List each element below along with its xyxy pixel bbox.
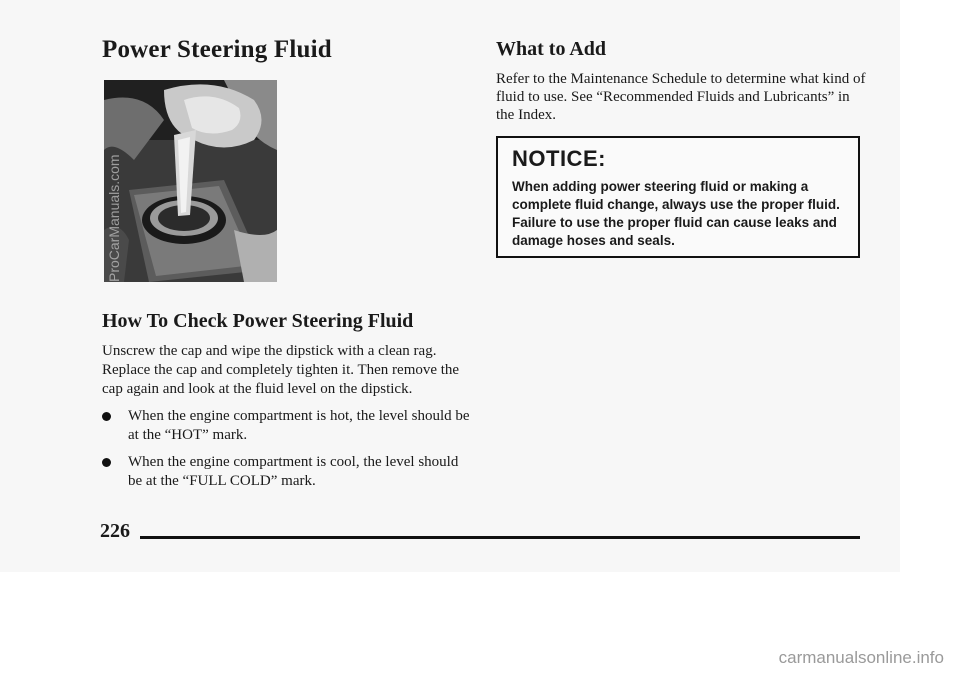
how-to-check-paragraph: Unscrew the cap and wipe the dipstick with a clean rag. Replace the cap and completely tighten it. Then remove the cap again and look at the fluid level on the dipstick. — [102, 343, 460, 397]
notice-heading: NOTICE: — [512, 146, 606, 171]
notice-box — [496, 136, 860, 258]
bullet-item-hot — [102, 407, 474, 445]
notice-text: When adding power steering fluid or making a complete fluid change, always use the proper fluid. Failure to use the proper fluid can cause leaks and damage hoses and seals. — [512, 179, 840, 248]
footer-rule — [140, 536, 860, 539]
what-to-add-heading: What to Add — [496, 38, 607, 60]
how-to-check-heading: How To Check Power Steering Fluid — [102, 310, 414, 332]
power-steering-cap-photo — [104, 80, 277, 282]
page-number: 226 — [100, 520, 130, 542]
what-to-add-paragraph: Refer to the Maintenance Schedule to determine what kind of fluid to use. See “Recommended Fluids and Lubricants” in the Index. — [496, 71, 866, 123]
side-watermark: ProCarManuals.com — [106, 154, 122, 282]
page-title: Power Steering Fluid — [102, 36, 332, 63]
bullet-dot-icon — [102, 412, 111, 421]
bottom-watermark: carmanualsonline.info — [778, 648, 944, 667]
bullet-text-hot: When the engine compartment is hot, the level should be at the “HOT” mark. — [128, 408, 470, 443]
fluid-level-bullet-list — [102, 407, 474, 491]
photo-illustration — [104, 80, 277, 282]
bullet-dot-icon — [102, 458, 111, 467]
bullet-item-cold — [102, 453, 474, 491]
how-to-check-body — [102, 342, 474, 499]
bullet-text-cold: When the engine compartment is cool, the level should be at the “FULL COLD” mark. — [128, 454, 459, 489]
